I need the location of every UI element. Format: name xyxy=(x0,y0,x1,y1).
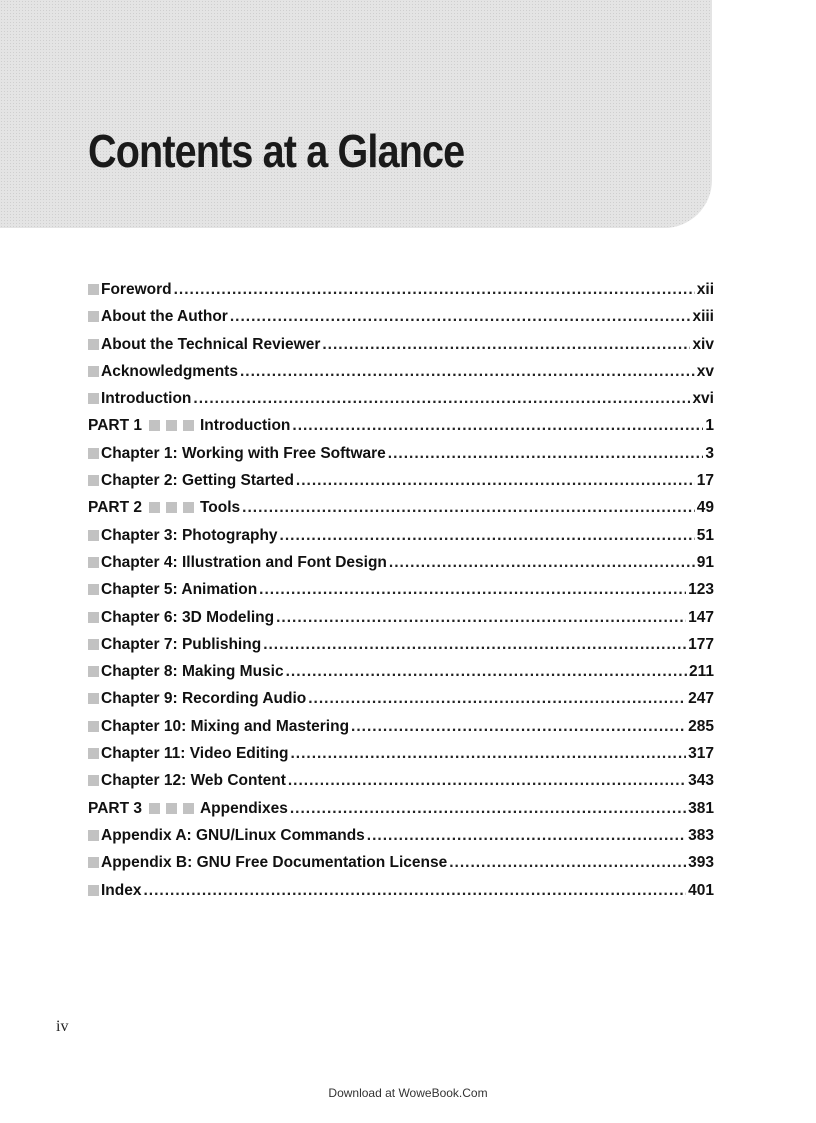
bullet-square-icon xyxy=(183,502,194,513)
toc-page-number: 393 xyxy=(688,854,714,872)
toc-entry-title: Appendix B: GNU Free Documentation License xyxy=(101,854,448,872)
toc-entry[interactable] xyxy=(88,636,714,663)
toc-page-number: 17 xyxy=(696,472,714,490)
toc-entry-title: Foreword xyxy=(101,281,172,298)
toc-entry-title: Chapter 1: Working with Free Software xyxy=(101,444,386,462)
toc-page-number: 49 xyxy=(696,499,714,517)
dot-leader xyxy=(174,281,695,299)
toc-entry-title: Chapter 4: Illustration and Font Design xyxy=(101,553,387,571)
toc-entry[interactable] xyxy=(88,308,714,335)
toc-entry-title: Acknowledgments xyxy=(101,362,238,380)
dot-leader xyxy=(389,554,695,572)
bullet-square-icon xyxy=(166,803,177,814)
dot-leader xyxy=(280,527,695,545)
toc-entry-title: Chapter 11: Video Editing xyxy=(101,745,289,763)
toc-entry[interactable] xyxy=(88,772,714,799)
toc-page-number: 247 xyxy=(688,690,714,708)
toc-page-number: xvi xyxy=(692,390,714,408)
toc-entry[interactable] xyxy=(88,882,714,909)
bullet-square-icon xyxy=(88,584,99,595)
toc-page-number: 177 xyxy=(688,635,714,653)
toc-entry[interactable] xyxy=(88,445,714,472)
toc-entry-title: Chapter 6: 3D Modeling xyxy=(101,608,275,626)
toc-entry-title: About the Author xyxy=(101,308,228,326)
dot-leader xyxy=(449,854,686,872)
dot-leader xyxy=(296,472,695,490)
toc-entry[interactable] xyxy=(88,690,714,717)
toc-page-number: 1 xyxy=(705,417,714,435)
toc-part-entry[interactable] xyxy=(88,417,714,444)
bullet-square-icon xyxy=(88,448,99,459)
toc-page-number: 285 xyxy=(688,717,714,735)
toc-entry[interactable] xyxy=(88,609,714,636)
dot-leader xyxy=(286,663,687,681)
dot-leader xyxy=(290,800,686,818)
dot-leader xyxy=(322,336,690,354)
toc-page-number: 51 xyxy=(696,526,714,544)
toc-entry-title: About the Technical Reviewer xyxy=(101,335,321,353)
dot-leader xyxy=(143,882,686,900)
toc-page-number: xv xyxy=(696,362,714,380)
toc-page-number: 3 xyxy=(705,444,714,462)
toc-entry[interactable] xyxy=(88,336,714,363)
bullet-square-icon xyxy=(88,393,99,404)
bullet-square-icon xyxy=(149,420,160,431)
toc-entry-title: Chapter 10: Mixing and Mastering xyxy=(101,717,350,735)
dot-leader xyxy=(193,390,690,408)
table-of-contents xyxy=(88,281,714,909)
toc-entry-title: Chapter 3: Photography xyxy=(101,526,278,544)
page-title: Contents at a Glance xyxy=(88,125,465,177)
bullet-square-icon xyxy=(88,830,99,841)
toc-page-number: xii xyxy=(696,281,714,298)
dot-leader xyxy=(259,581,686,599)
bullet-square-icon xyxy=(183,803,194,814)
bullet-square-icon xyxy=(88,557,99,568)
bullet-square-icon xyxy=(166,420,177,431)
toc-page-number: 123 xyxy=(688,581,714,599)
toc-entry[interactable] xyxy=(88,472,714,499)
bullet-square-icon xyxy=(183,420,194,431)
toc-entry-title: Appendixes xyxy=(199,799,288,817)
bullet-square-icon xyxy=(149,502,160,513)
toc-entry[interactable] xyxy=(88,527,714,554)
toc-entry-title: Tools xyxy=(199,499,241,517)
toc-page-number: 211 xyxy=(688,663,714,681)
toc-page-number: 343 xyxy=(688,772,714,790)
bullet-square-icon xyxy=(88,366,99,377)
dot-leader xyxy=(308,690,686,708)
bullet-square-icon xyxy=(88,475,99,486)
toc-entry-title: Appendix A: GNU/Linux Commands xyxy=(101,826,365,844)
header-band xyxy=(0,0,712,228)
bullet-square-icon xyxy=(88,857,99,868)
toc-entry-title: Introduction xyxy=(199,417,291,435)
bullet-square-icon xyxy=(88,693,99,704)
toc-part-label: PART 2 xyxy=(88,499,142,517)
toc-part-label: PART 3 xyxy=(88,799,142,817)
toc-entry[interactable] xyxy=(88,554,714,581)
dot-leader xyxy=(230,308,691,326)
dot-leader xyxy=(242,499,695,517)
toc-entry[interactable] xyxy=(88,363,714,390)
dot-leader xyxy=(367,827,686,845)
toc-page-number: 401 xyxy=(688,881,714,899)
bullet-square-icon xyxy=(88,639,99,650)
toc-entry-title: Chapter 8: Making Music xyxy=(101,663,284,681)
toc-entry[interactable] xyxy=(88,718,714,745)
bullet-square-icon xyxy=(88,885,99,896)
toc-page-number: 317 xyxy=(688,745,714,763)
toc-entry[interactable] xyxy=(88,663,714,690)
toc-entry-title: Chapter 5: Animation xyxy=(101,581,258,599)
bullet-square-icon xyxy=(88,339,99,350)
bullet-square-icon xyxy=(88,284,99,295)
dot-leader xyxy=(388,445,704,463)
toc-page-number: 147 xyxy=(688,608,714,626)
dot-leader xyxy=(288,772,686,790)
toc-entry[interactable] xyxy=(88,854,714,881)
bullet-square-icon xyxy=(88,530,99,541)
dot-leader xyxy=(290,745,686,763)
bullet-square-icon xyxy=(88,748,99,759)
toc-entry[interactable] xyxy=(88,390,714,417)
bullet-square-icon xyxy=(88,612,99,623)
toc-page-number: 381 xyxy=(688,799,714,817)
dot-leader xyxy=(240,363,695,381)
bullet-square-icon xyxy=(88,666,99,677)
page-number: iv xyxy=(56,1018,69,1035)
toc-entry-title: Index xyxy=(101,881,142,899)
bullet-square-icon xyxy=(88,721,99,732)
dot-leader xyxy=(292,417,703,435)
bullet-square-icon xyxy=(88,311,99,322)
toc-entry[interactable] xyxy=(88,827,714,854)
toc-entry-title: Chapter 12: Web Content xyxy=(101,772,286,790)
dot-leader xyxy=(263,636,686,654)
dot-leader xyxy=(276,609,686,627)
toc-part-entry[interactable] xyxy=(88,800,714,827)
toc-entry[interactable] xyxy=(88,581,714,608)
toc-part-label: PART 1 xyxy=(88,417,142,435)
bullet-square-icon xyxy=(166,502,177,513)
toc-entry[interactable] xyxy=(88,281,714,308)
bullet-square-icon xyxy=(88,775,99,786)
bullet-square-icon xyxy=(149,803,160,814)
footer-note: Download at WoweBook.Com xyxy=(328,1086,488,1100)
toc-page-number: xiii xyxy=(692,308,714,326)
toc-page-number: xiv xyxy=(692,335,714,353)
toc-part-entry[interactable] xyxy=(88,499,714,526)
toc-entry-title: Chapter 7: Publishing xyxy=(101,635,262,653)
toc-entry[interactable] xyxy=(88,745,714,772)
toc-page-number: 91 xyxy=(696,553,714,571)
toc-entry-title: Chapter 9: Recording Audio xyxy=(101,690,307,708)
toc-entry-title: Introduction xyxy=(101,390,192,408)
toc-page-number: 383 xyxy=(688,826,714,844)
toc-entry-title: Chapter 2: Getting Started xyxy=(101,472,294,490)
dot-leader xyxy=(351,718,686,736)
